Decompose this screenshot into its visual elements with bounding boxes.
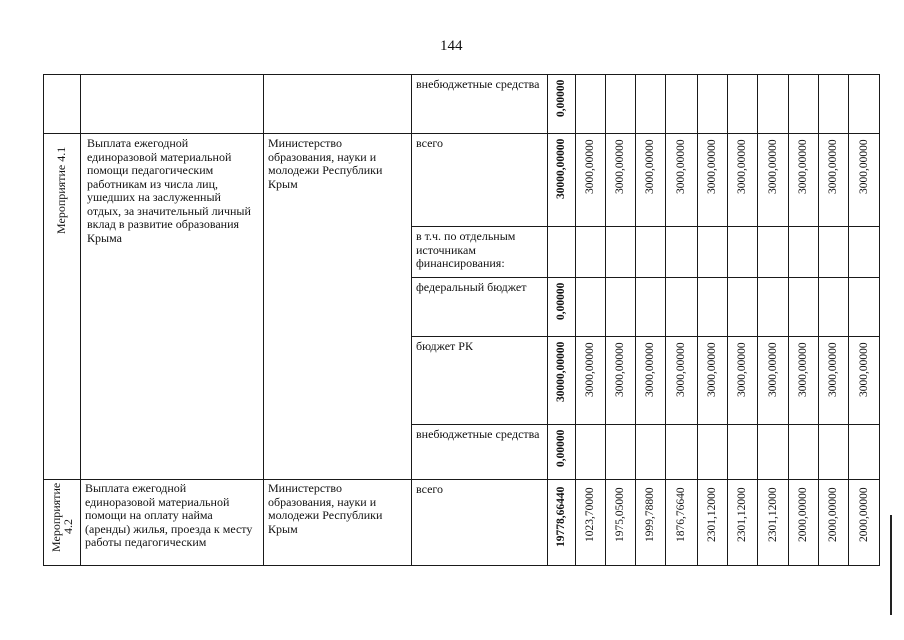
year-value-cell: 2000,00000 [797, 487, 809, 542]
table-bottom-border [43, 565, 880, 566]
table-left-border [43, 74, 44, 566]
event-4-2-label-line1: Мероприятие [48, 482, 63, 552]
year-value-cell: 3000,00000 [584, 342, 596, 397]
year-value-cell: 3000,00000 [644, 342, 656, 397]
year-value-cell: 3000,00000 [584, 139, 596, 194]
total-offbudget-cont: 0,00000 [555, 79, 567, 117]
grid-vline [411, 74, 412, 566]
event-4-2-executor: Министерство образования, науки и молодежи Республики Крым [268, 481, 383, 536]
grid-vline [80, 74, 81, 566]
table-right-border [879, 74, 880, 566]
source-offbudget-cont: внебюджетные средства [416, 77, 540, 91]
total-cell: 30000,00000 [555, 341, 567, 402]
grid-hline [411, 226, 880, 227]
source-cell: в т.ч. по отдельным источникам финансирования: [416, 229, 516, 270]
event-4-1-description: Выплата ежегодной единоразовой материальной помощи педагогическим работникам из числа лиц, ушедших на заслуженный отдых, за значительный личный вклад в развитие образования Крыма [87, 136, 251, 245]
grid-vline [697, 74, 698, 566]
grid-vline [605, 74, 606, 566]
grid-vline [635, 74, 636, 566]
table-top-border [43, 74, 880, 75]
total-cell: 0,00000 [555, 282, 567, 320]
year-value-cell: 2301,12000 [706, 487, 718, 542]
year-value-cell: 3000,00000 [827, 342, 839, 397]
year-value-cell: 3000,00000 [797, 342, 809, 397]
year-value-cell: 3000,00000 [614, 342, 626, 397]
year-value-cell: 3000,00000 [736, 139, 748, 194]
block-separator [43, 479, 880, 480]
year-value-cell: 3000,00000 [675, 139, 687, 194]
year-value-cell: 1023,70000 [584, 487, 596, 542]
grid-vline [665, 74, 666, 566]
scan-edge-mark [890, 515, 892, 615]
year-value-cell: 2000,00000 [827, 487, 839, 542]
event-4-2-label [50, 483, 74, 552]
page-number: 144 [440, 38, 463, 54]
year-value-cell: 3000,00000 [736, 342, 748, 397]
year-value-cell: 3000,00000 [614, 139, 626, 194]
year-value-cell: 3000,00000 [766, 139, 779, 194]
grid-hline [411, 424, 880, 425]
year-value-cell: 2000,00000 [857, 487, 870, 542]
block-separator [43, 133, 880, 134]
grid-vline [547, 74, 548, 566]
total-cell: 30000,00000 [555, 138, 567, 199]
grid-vline [757, 74, 758, 566]
event-4-1-executor: Министерство образования, науки и молодежи Республики Крым [268, 136, 383, 191]
event-4-2-description: Выплата ежегодной единоразовой материальной помощи на оплату найма (аренды) жилья, проезда к месту работы педагогическим [85, 481, 253, 549]
event-4-2-label-line2: 4.2 [60, 519, 75, 534]
year-value-cell: 1975,05000 [614, 487, 626, 542]
year-value-cell: 3000,00000 [675, 342, 687, 397]
grid-vline [263, 74, 264, 566]
year-value-cell: 3000,00000 [857, 342, 870, 397]
total-cell: 0,00000 [555, 429, 567, 467]
year-value-cell: 2301,12000 [766, 487, 779, 542]
grid-vline [848, 74, 849, 566]
year-value-cell: 3000,00000 [766, 342, 779, 397]
source-cell: внебюджетные средства [416, 427, 540, 441]
year-value-cell: 3000,00000 [827, 139, 839, 194]
grid-hline [411, 336, 880, 337]
source-cell: бюджет РК [416, 339, 473, 353]
grid-hline [411, 277, 880, 278]
year-value-cell: 3000,00000 [857, 139, 870, 194]
year-value-cell: 1876,76640 [675, 487, 687, 542]
year-value-cell: 3000,00000 [706, 139, 718, 194]
grid-vline [575, 74, 576, 566]
total-cell: 19778,66440 [555, 486, 567, 547]
year-value-cell: 3000,00000 [706, 342, 718, 397]
year-value-cell: 3000,00000 [797, 139, 809, 194]
year-value-cell: 2301,12000 [736, 487, 748, 542]
source-cell: федеральный бюджет [416, 280, 527, 294]
grid-vline [788, 74, 789, 566]
year-value-cell: 1999,78800 [644, 487, 656, 542]
source-cell: всего [416, 482, 444, 496]
grid-vline [818, 74, 819, 566]
source-cell: всего [416, 136, 444, 150]
event-4-1-label: Мероприятие 4.1 [54, 146, 68, 234]
grid-vline [727, 74, 728, 566]
year-value-cell: 3000,00000 [644, 139, 656, 194]
